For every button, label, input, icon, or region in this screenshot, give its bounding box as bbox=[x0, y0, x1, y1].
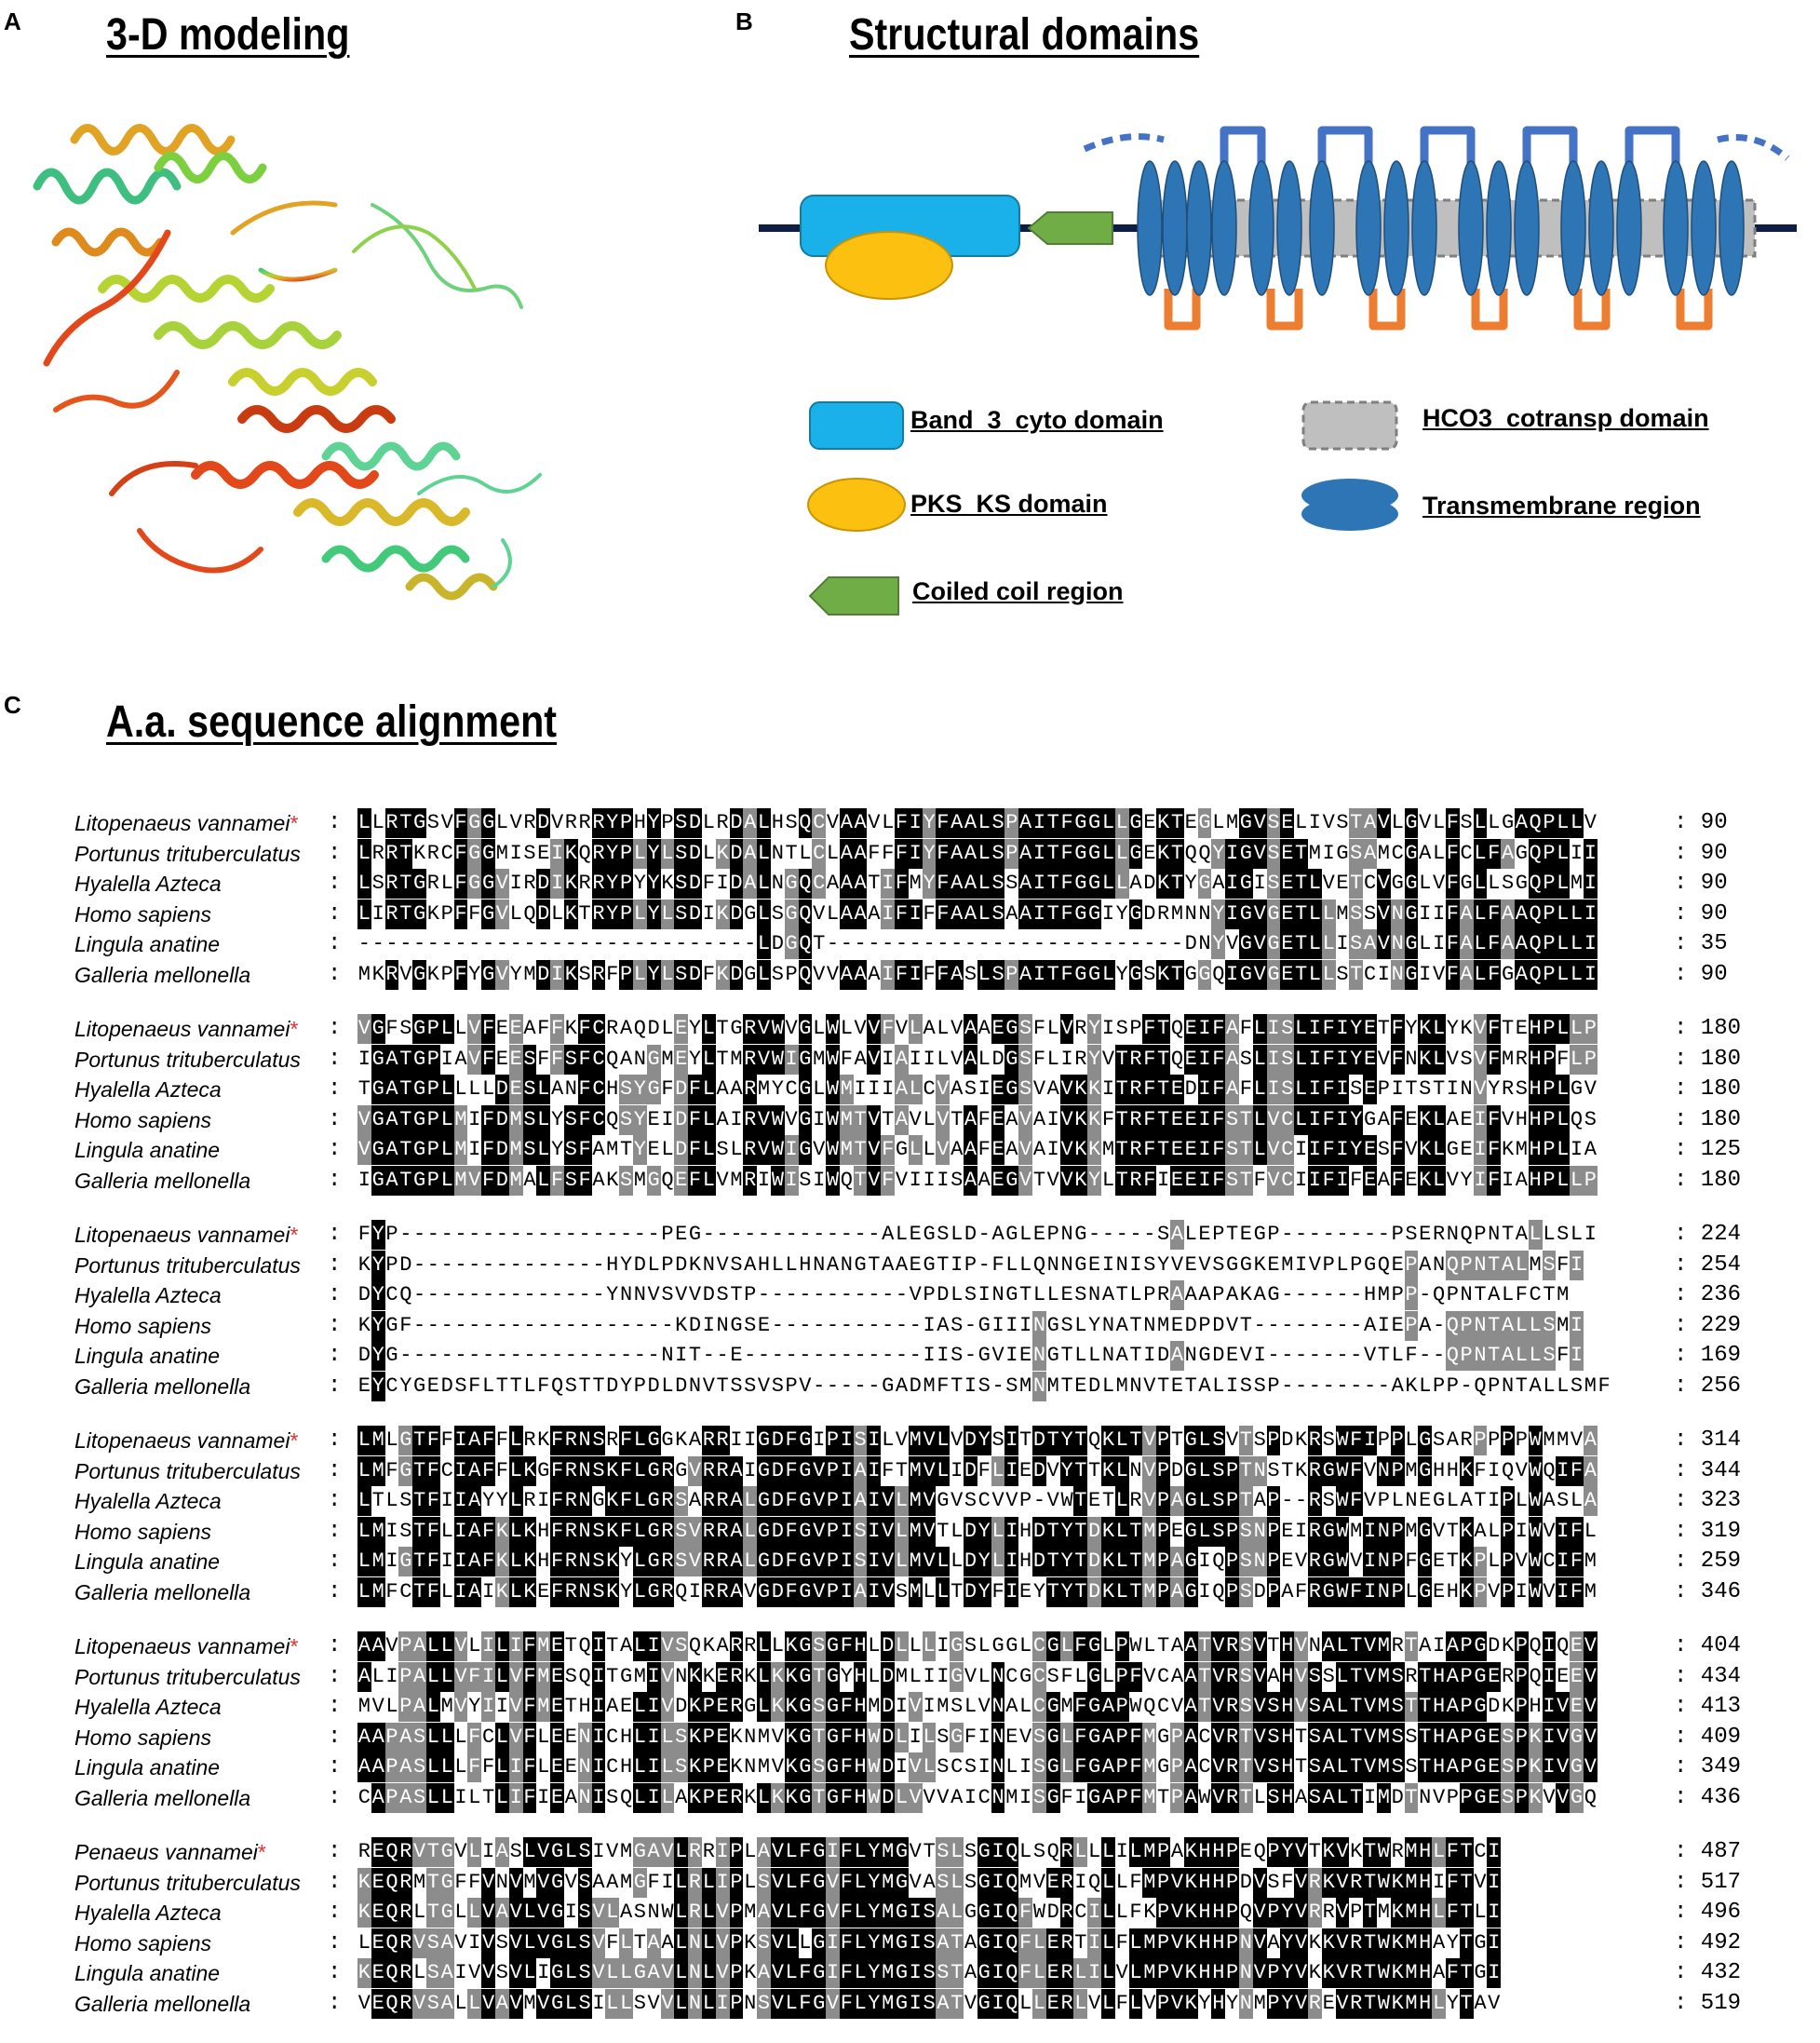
separator-colon: : bbox=[328, 1222, 342, 1247]
sequence-end-position: : 436 bbox=[1674, 1784, 1742, 1810]
sequence-end-position: : 487 bbox=[1674, 1839, 1742, 1864]
species-name bbox=[74, 839, 301, 869]
sequence-end-position: : 180 bbox=[1674, 1167, 1742, 1193]
aligned-sequence: V G A T G P L M I F D M S L Y S F A M T Y E L D F L S L R V W I G V W M T V F G L L V A A F E A V A I V K K M T R F T E E I F S T L V C I I F I Y E S F V K L G E I F K M H P L I A bbox=[357, 1135, 1598, 1165]
sequence-end-position: : 180 bbox=[1674, 1106, 1742, 1132]
sequence-end-position: : 314 bbox=[1674, 1427, 1742, 1453]
separator-colon: : bbox=[328, 900, 342, 927]
alignment-row bbox=[74, 869, 1806, 900]
alignment-row bbox=[74, 1426, 1806, 1456]
species-name bbox=[74, 1075, 222, 1104]
species-label: Lingula anatine bbox=[74, 1961, 221, 1985]
aligned-sequence: F Y P - - - - - - - - - - - - - - - - - - - P E G - - - - - - - - - - - - - A L E G S L D - A G L E P N G - - - - - S A L E P T E G P - - - - - - - - P S E R N Q P N T A L L S L I bbox=[357, 1220, 1598, 1250]
species-label: Homo sapiens bbox=[74, 1930, 212, 1955]
species-name bbox=[74, 1577, 250, 1607]
aligned-sequence: R E Q R V T G V L I A S L V G L S I V M G A V L R R I P L A V L F G I F L Y M G V T S L S G I Q L S Q R L L L I L M P A K H H P E Q P Y V T K V K T W R M H L F T C I bbox=[357, 1837, 1501, 1867]
sequence-end-position: : 256 bbox=[1674, 1373, 1742, 1399]
alignment-row bbox=[74, 1486, 1806, 1517]
panel-c-letter: C bbox=[4, 691, 21, 719]
legend-coiled-label: Coiled coil region bbox=[912, 577, 1124, 605]
separator-colon: : bbox=[328, 1457, 342, 1483]
alignment-row bbox=[74, 1045, 1806, 1076]
legend-band3-swatch bbox=[810, 402, 903, 449]
legend-tm-swatch-bottom bbox=[1301, 497, 1398, 531]
sequence-end-position: : 90 bbox=[1674, 840, 1728, 866]
sequence-end-position: : 35 bbox=[1674, 931, 1728, 956]
species-name bbox=[74, 1868, 301, 1898]
legend-hco3-label: HCO3_cotransp domain bbox=[1422, 404, 1709, 432]
query-marker-star: * bbox=[290, 1223, 299, 1247]
alignment-row bbox=[74, 1662, 1806, 1693]
species-name bbox=[74, 1105, 211, 1135]
species-label: Homo sapiens bbox=[74, 1725, 212, 1750]
aligned-sequence: L M F C T F L I A I K L K E F R N S K Y L G R Q I R R A V G D F G V P I A I V S M L L T D Y F I E Y T Y T D K L T M P A G I Q P S D P A F R G W F I N P L G E H K P V P I W V I F M bbox=[357, 1577, 1598, 1607]
species-name bbox=[74, 1486, 222, 1516]
alignment-row bbox=[74, 1166, 1806, 1197]
separator-colon: : bbox=[328, 1663, 342, 1689]
species-label: Lingula anatine bbox=[74, 1549, 221, 1574]
species-name bbox=[74, 869, 222, 899]
separator-colon: : bbox=[328, 1373, 342, 1399]
species-label: Litopenaeus vannamei bbox=[74, 1017, 290, 1041]
separator-colon: : bbox=[328, 1016, 342, 1041]
separator-colon: : bbox=[328, 1754, 342, 1779]
separator-colon: : bbox=[328, 1724, 342, 1750]
species-name bbox=[74, 1311, 211, 1341]
separator-colon: : bbox=[328, 1990, 342, 2016]
alignment-block bbox=[74, 1426, 1806, 1607]
aligned-sequence: V G A T G P L M I F D M S L Y S F C Q S Y E I D F L A I R V W V G I W M T V T A V L V T A F E A V A I V K K F T R F T E E I F S T L V C L I F I Y G A F E K L A E I F V H H P L Q S bbox=[357, 1105, 1598, 1135]
sequence-end-position: : 90 bbox=[1674, 900, 1728, 927]
species-label: Hyalella Azteca bbox=[74, 1283, 222, 1307]
species-label: Portunus trituberculatus bbox=[74, 1047, 301, 1072]
species-name bbox=[74, 1631, 298, 1661]
species-label: Portunus trituberculatus bbox=[74, 1252, 301, 1278]
species-label: Lingula anatine bbox=[74, 1344, 221, 1368]
alignment-block bbox=[74, 1014, 1806, 1196]
separator-colon: : bbox=[328, 1076, 342, 1102]
aligned-sequence: L E Q R V S A V I V S V L V G L S V F L T A A L N L V P K S V L L G I F L Y M G I S A T A G I Q F L E R T I L F L M P V K H H P N V A Y V K K V R T W K M H A Y T G I bbox=[357, 1928, 1501, 1958]
species-name bbox=[74, 1045, 301, 1075]
panel-b-title: Structural domains bbox=[849, 10, 1200, 60]
sequence-end-position: : 404 bbox=[1674, 1633, 1742, 1658]
species-label: Galleria mellonella bbox=[74, 1373, 251, 1399]
aligned-sequence: L M I S T F L I A F K L K H F R N S K F L G R S V R R A L G D F G V P I S I V L M V T L D Y L I H D T Y T D K L T M P E G L S P S N P E I R G W M I N P M G V T K A L P I W V I F L bbox=[357, 1517, 1598, 1547]
separator-colon: : bbox=[328, 1312, 342, 1338]
species-name bbox=[74, 1958, 220, 1988]
alignment-row bbox=[74, 1135, 1806, 1166]
aligned-sequence: I G A T G P I A V F E E S F F S F C Q A N G M E Y L T M R V W I G M W F A V I A I I L V A L D G S F L I R Y V T R F T Q E I F A S L I S L I F I Y E V F N K L V S V F M R H P F L P bbox=[357, 1045, 1598, 1075]
species-label: Hyalella Azteca bbox=[74, 1901, 222, 1925]
alignment-row bbox=[74, 1577, 1806, 1608]
sequence-end-position: : 224 bbox=[1674, 1222, 1742, 1247]
separator-colon: : bbox=[328, 1518, 342, 1544]
species-label: Portunus trituberculatus bbox=[74, 841, 301, 866]
sequence-end-position: : 90 bbox=[1674, 810, 1728, 835]
alignment-row bbox=[74, 1958, 1806, 1989]
species-label: Galleria mellonella bbox=[74, 962, 251, 987]
sequence-end-position: : 517 bbox=[1674, 1869, 1742, 1895]
aligned-sequence: K E Q R L T G L L V A V L V G I S V L A S N W L R L V P M A V L F G V F L Y M G I S A L G G I Q F W D R C I L L F K P V K H H P Q V P Y V R R V P T M K M H L F T L I bbox=[357, 1898, 1501, 1928]
alignment-row bbox=[74, 1723, 1806, 1753]
aligned-sequence: L M I G T F I I A F K L K H F R N S K Y L G R S V R R A L G D F G V P I S I V L M V L L D Y L I H D T Y T D K L T M P A G I Q P S N P E V R G W V I N P F G E T K P L P V W C I F M bbox=[357, 1547, 1598, 1576]
species-label: Lingula anatine bbox=[74, 932, 221, 956]
species-name bbox=[74, 960, 250, 990]
sequence-end-position: : 349 bbox=[1674, 1754, 1742, 1779]
species-name bbox=[74, 1928, 211, 1958]
separator-colon: : bbox=[328, 1106, 342, 1132]
sequence-end-position: : 90 bbox=[1674, 961, 1728, 987]
alignment-row bbox=[74, 1837, 1806, 1868]
species-name bbox=[74, 1014, 298, 1044]
alignment-row bbox=[74, 1868, 1806, 1899]
query-marker-star: * bbox=[290, 1634, 299, 1658]
alignment-row bbox=[74, 1372, 1806, 1402]
separator-colon: : bbox=[328, 840, 342, 866]
aligned-sequence: L T L S T F I I A Y Y L R I F R N G K F L G R S A R R A L G D F G V P I A I V L M V G V S C V V P - V W T E T L R V P A G L S P T A P - - R S W F V P L N E G L A T I P L W A S L A bbox=[357, 1486, 1598, 1516]
alignment-row bbox=[74, 1105, 1806, 1136]
alignment-row bbox=[74, 1517, 1806, 1548]
species-label: Homo sapiens bbox=[74, 1107, 212, 1132]
species-name bbox=[74, 1662, 301, 1692]
species-label: Litopenaeus vannamei bbox=[74, 811, 290, 835]
panel-a-letter: A bbox=[4, 7, 21, 35]
sequence-end-position: : 496 bbox=[1674, 1900, 1742, 1925]
separator-colon: : bbox=[328, 1549, 342, 1574]
panel-c-title: A.a. sequence alignment bbox=[106, 697, 558, 747]
alignment-block bbox=[74, 1837, 1806, 2019]
species-label: Litopenaeus vannamei bbox=[74, 1634, 290, 1658]
sequence-end-position: : 254 bbox=[1674, 1252, 1742, 1278]
species-label: Galleria mellonella bbox=[74, 1168, 251, 1193]
species-label: Litopenaeus vannamei bbox=[74, 1428, 290, 1453]
species-label: Hyalella Azteca bbox=[74, 1695, 222, 1719]
separator-colon: : bbox=[328, 1252, 342, 1278]
separator-colon: : bbox=[328, 1427, 342, 1453]
species-label: Galleria mellonella bbox=[74, 1991, 251, 2016]
aligned-sequence: L I R T G K P F F G V L Q D L K T R Y P L Y L S D I K D G L S G Q V L A A A I F I F F A A L S A A I T F G G I Y G D R M N N Y I G V G E T L L M S S V N G I I F A L F A A Q P L L I bbox=[357, 900, 1598, 929]
sequence-end-position: : 319 bbox=[1674, 1518, 1742, 1544]
aligned-sequence: A L I P A L L V F I L V F M E S Q I T G M I V N K K E R K L K K G T G Y H L D M L I I G V L N C G C S F L G L P F V C A A T V R S V A H V S S L T V M S R T H A P G E R P Q I E E V bbox=[357, 1662, 1598, 1692]
alignment-row bbox=[74, 1220, 1806, 1251]
aligned-sequence: K Y G F - - - - - - - - - - - - - - - - - - - K D I N G S E - - - - - - - - - - - I A S - G I I I N G S L Y N A T N M E D P D V T - - - - - - - - A I E P A - Q P N T A L L S M I bbox=[357, 1311, 1584, 1341]
separator-colon: : bbox=[328, 931, 342, 956]
alignment-block bbox=[74, 1631, 1806, 1813]
species-label: Lingula anatine bbox=[74, 1138, 221, 1162]
sequence-end-position: : 180 bbox=[1674, 1076, 1742, 1102]
species-name bbox=[74, 1783, 250, 1813]
species-name bbox=[74, 1251, 301, 1280]
separator-colon: : bbox=[328, 1488, 342, 1513]
legend-tm-label: Transmembrane region bbox=[1422, 492, 1701, 520]
protein-3d-model bbox=[19, 102, 596, 624]
alignment-row bbox=[74, 808, 1806, 839]
alignment-row bbox=[74, 1456, 1806, 1487]
aligned-sequence: L S R T G R L F G G V I R D I K R R Y P Y Y K S D F I D A L N G Q C A A A T I F M Y F A A L S S A I T F G G L L A D K T Y G A I G I S E T L V E T C V G G L V F G L L S G Q P L M I bbox=[357, 869, 1598, 899]
alignment-row bbox=[74, 839, 1806, 870]
species-name bbox=[74, 1547, 220, 1576]
legend-hco3-swatch bbox=[1303, 402, 1396, 449]
query-marker-star: * bbox=[290, 1428, 299, 1453]
aligned-sequence: M K R V G K P F Y G V Y M D I K S R F P L Y L S D F K D G L S P Q V V A A A I F I F F A S L S P A I T F G G L Y G S K T G G Q I G V G E T L L S T C I N G I V F A L F G A Q P L L I bbox=[357, 960, 1598, 990]
species-label: Hyalella Azteca bbox=[74, 1077, 222, 1102]
species-label: Portunus trituberculatus bbox=[74, 1870, 301, 1895]
panel-a-title: 3-D modeling bbox=[106, 10, 350, 60]
sequence-alignment bbox=[74, 808, 1806, 2043]
aligned-sequence: L R R T K R C F G G M I S E I K Q R Y P L Y L S D L K D A L N T L C L A A F F F I Y F A A L S P A I T F G G L L G E K T Q Q Y I G V S E T M I G S A M C G A L F C L F A G Q P L I I bbox=[357, 839, 1598, 869]
species-label: Hyalella Azteca bbox=[74, 872, 222, 896]
alignment-row bbox=[74, 1014, 1806, 1045]
aligned-sequence: A A P A S L L L F C L V F L E E N I C H L I L S K P E K N M V K G T G F H W D L I L S G F I N E V S G L F G A P F M G P A C V R T V S H T S A L T V M S S T H A P G E S P K I V G V bbox=[357, 1723, 1598, 1752]
species-name bbox=[74, 1166, 250, 1196]
species-label: Homo sapiens bbox=[74, 901, 212, 927]
query-marker-star: * bbox=[290, 1017, 299, 1041]
separator-colon: : bbox=[328, 1167, 342, 1193]
separator-colon: : bbox=[328, 1929, 342, 1955]
query-marker-star: * bbox=[257, 1840, 266, 1864]
species-name bbox=[74, 1456, 301, 1486]
coiled-coil-shape bbox=[1029, 212, 1112, 244]
species-name bbox=[74, 1372, 250, 1401]
species-name bbox=[74, 1989, 250, 2019]
species-label: Lingula anatine bbox=[74, 1755, 221, 1779]
species-name bbox=[74, 1723, 211, 1752]
alignment-row bbox=[74, 929, 1806, 960]
separator-colon: : bbox=[328, 810, 342, 835]
species-label: Hyalella Azteca bbox=[74, 1489, 222, 1513]
aligned-sequence: C A P A S L L I L T L I F I E A N I S Q L I L A K P E R K L K K G T G F H W D L V V V A I C N M I S G F I G A P F M T P A W V R T L S H A S A L T I M D T N V P P G E S P K V V G Q bbox=[357, 1783, 1598, 1813]
sequence-end-position: : 434 bbox=[1674, 1663, 1742, 1689]
separator-colon: : bbox=[328, 1578, 342, 1604]
alignment-row bbox=[74, 1311, 1806, 1342]
aligned-sequence: T G A T G P L L L L D E S L A N F C H S Y G F D F L A A R M Y C G L W M I I I A L C V A S I E G S V A V K K I T R F T E D I F A F L I S L I F I S E P I T S T I N V Y R S H P L G V bbox=[357, 1075, 1598, 1104]
species-name bbox=[74, 929, 220, 959]
aligned-sequence: M V L P A L M V Y I I V F M E T H I A E L I V D K P E R G L K K G S G F H M D I V I M S L V N A L C G M F G A P W Q C V A T V R S V S H V S A L T V M S T T H A P G D K P H I V E V bbox=[357, 1692, 1598, 1722]
aligned-sequence: E Y C Y G E D S F L T T L F Q S T T D Y P D L D N V T S S V S P V - - - - - G A D M F T I S - S M N M T E D L M N V T E T A L I S S P - - - - - - - - A K L P P - Q P N T A L L S M F bbox=[357, 1372, 1611, 1401]
aligned-sequence: K E Q R L S A I V V S V L I G L S V L L G A V L N L V P K A V L F G I F L Y M G I S S T A G I Q F L E R L I L V L M P V K H H P N V P Y V K K V R T W K M H A F T G I bbox=[357, 1958, 1501, 1988]
aligned-sequence: A A P A S L L L F F L I F L E E N I C H L I L S K P E K N M V K G S G F H W D I V L S C S I N L I S G L F G A P F M G P A C V R T V S H T S A L T V M S S T H A P G E S P K I V G V bbox=[357, 1752, 1598, 1782]
legend-band3-label: Band_3_cyto domain bbox=[910, 406, 1164, 434]
species-name bbox=[74, 900, 211, 929]
alignment-row bbox=[74, 1989, 1806, 2020]
alignment-row bbox=[74, 1075, 1806, 1105]
alignment-row bbox=[74, 1898, 1806, 1928]
alignment-block bbox=[74, 808, 1806, 990]
n-terminal-dotted-loop bbox=[1085, 137, 1164, 149]
domain-structure-diagram bbox=[754, 112, 1806, 354]
aligned-sequence: D Y G - - - - - - - - - - - - - - - - - - - N I T - - E - - - - - - - - - - - - - I I S - G V I E N G T L L N A T I D A N G D E V I - - - - - - - V T L F - - Q P N T A L L S F I bbox=[357, 1341, 1584, 1371]
c-terminal-dotted-loop bbox=[1718, 138, 1787, 159]
separator-colon: : bbox=[328, 961, 342, 987]
species-name bbox=[74, 808, 298, 838]
species-label: Homo sapiens bbox=[74, 1313, 212, 1338]
separator-colon: : bbox=[328, 1960, 342, 1985]
species-label: Penaeus vannamei bbox=[74, 1840, 258, 1864]
alignment-row bbox=[74, 1783, 1806, 1814]
aligned-sequence: K E Q R M T G F F V N V M V G V S A A M G F I L R L I P L S V L F G V F L Y M G V A S L S G I Q M V E R I Q L L F M P V K H H P D V S F V R K V R T W K M H I F T V I bbox=[357, 1868, 1501, 1898]
sequence-end-position: : 432 bbox=[1674, 1960, 1742, 1985]
sequence-end-position: : 413 bbox=[1674, 1694, 1742, 1719]
alignment-block bbox=[74, 1220, 1806, 1401]
legend-pks-swatch bbox=[808, 479, 905, 531]
aligned-sequence: V G F S G P L L V F E E A F F K F C R A Q D L E Y L T G R V W V G L W L V V F V L A L V A A E G S F L V R Y I S P F T Q E I F A F L I S L I F I Y E T F Y K L Y K V F T E H P L L P bbox=[357, 1014, 1598, 1044]
species-name bbox=[74, 1220, 298, 1250]
species-label: Litopenaeus vannamei bbox=[74, 1223, 290, 1247]
aligned-sequence: I G A T G P L M V F D M A L F S F A K S M G Q E F L V M R I W I S I W Q T V F V I I I S A A E G V T V V K Y L T R F I E E I F S T F V C I I F I F E A F E K L V Y I F I A H P L L P bbox=[357, 1166, 1598, 1196]
alignment-row bbox=[74, 1341, 1806, 1372]
sequence-end-position: : 236 bbox=[1674, 1282, 1742, 1307]
aligned-sequence: A A V P A L L V L I L I F M E T Q I T A L I V S Q K A R R L L K G S G F H L D L L L I G S L G G L C G L F G L P W L T A A T V R S V T H V N A L T V M R T A I A P G D K P Q I Q E V bbox=[357, 1631, 1598, 1661]
separator-colon: : bbox=[328, 1046, 342, 1072]
sequence-end-position: : 519 bbox=[1674, 1990, 1742, 2016]
alignment-row bbox=[74, 1280, 1806, 1311]
aligned-sequence: - - - - - - - - - - - - - - - - - - - - - - - - - - - - - L D G Q T - - - - - - - - - - - - - - - - - - - - - - - - - - D N Y V G V G E T L L I S A V N G L I F A L F A A Q P L L I bbox=[357, 929, 1598, 959]
pks-domain-shape bbox=[826, 232, 952, 299]
sequence-end-position: : 180 bbox=[1674, 1046, 1742, 1072]
aligned-sequence: K Y P D - - - - - - - - - - - - - - H Y D L P D K N V S A H L L H N A N G T A A E G T I P - F L L Q N N G E I N I S Y V E V S G G K E M I V P L P G Q E P A N Q P N T A L M S F I bbox=[357, 1251, 1584, 1280]
separator-colon: : bbox=[328, 871, 342, 896]
alignment-row bbox=[74, 1631, 1806, 1662]
sequence-end-position: : 492 bbox=[1674, 1929, 1742, 1955]
species-label: Homo sapiens bbox=[74, 1519, 212, 1544]
aligned-sequence: V E Q R V S A L L V A V M V G L S I L L S V V L N L I P N S V L F G V F L Y M G I S A T V G I Q L L E R L V L F L V P V K Y H Y N M P Y V R E V R T W K M H L Y T A V bbox=[357, 1989, 1501, 2019]
separator-colon: : bbox=[328, 1784, 342, 1810]
aligned-sequence: D Y C Q - - - - - - - - - - - - - - Y N N V S V V D S T P - - - - - - - - - - - V P D L S I N G T L L E S N A T L P R A A A P A K A G - - - - - - H M P P - Q P N T A L F C T M bbox=[357, 1280, 1570, 1310]
species-label: Portunus trituberculatus bbox=[74, 1664, 301, 1689]
separator-colon: : bbox=[328, 1282, 342, 1307]
species-name bbox=[74, 1898, 222, 1928]
alignment-row bbox=[74, 1251, 1806, 1281]
separator-colon: : bbox=[328, 1633, 342, 1658]
sequence-end-position: : 344 bbox=[1674, 1457, 1742, 1483]
alignment-row bbox=[74, 1692, 1806, 1723]
separator-colon: : bbox=[328, 1694, 342, 1719]
sequence-end-position: : 229 bbox=[1674, 1312, 1742, 1338]
species-name bbox=[74, 1692, 222, 1722]
separator-colon: : bbox=[328, 1869, 342, 1895]
species-name bbox=[74, 1341, 220, 1371]
sequence-end-position: : 346 bbox=[1674, 1578, 1742, 1604]
separator-colon: : bbox=[328, 1137, 342, 1162]
aligned-sequence: L M F G T F C I A F F L K G F R N S K F L G R G V R R A I G D F G V P I A I F T M V L I D F L I E D V Y T T K L N V P D G L S P T N S T K R G W F V N P M G H H K F I Q V W Q I F A bbox=[357, 1456, 1598, 1486]
panel-b-letter: B bbox=[735, 7, 753, 35]
separator-colon: : bbox=[328, 1343, 342, 1368]
species-name bbox=[74, 1426, 298, 1455]
legend-pks-label: PKS_KS domain bbox=[910, 490, 1108, 518]
sequence-end-position: : 180 bbox=[1674, 1016, 1742, 1041]
species-label: Galleria mellonella bbox=[74, 1785, 251, 1810]
sequence-end-position: : 409 bbox=[1674, 1724, 1742, 1750]
alignment-row bbox=[74, 1752, 1806, 1783]
aligned-sequence: L L R T G S V F G G L V R D V R R R Y P H Y P S D L R D A L H S Q C V A A V L F I Y F A A L S P A I T F G G L L G E K T E G L M G V S E L I V S T A V L G V L F S L L G A Q P L L V bbox=[357, 808, 1598, 838]
alignment-row bbox=[74, 1928, 1806, 1959]
aligned-sequence: L M L G T F F I A F F L R K F R N S R F L G G K A R R I I G D F G I P I S I L V M V L V D Y S I T D T Y T Q K L T V P T G L S V T S P D K R S W F I P P L G S A R P P P P W M M V A bbox=[357, 1426, 1598, 1455]
query-marker-star: * bbox=[290, 811, 299, 835]
sequence-end-position: : 259 bbox=[1674, 1549, 1742, 1574]
sequence-end-position: : 169 bbox=[1674, 1343, 1742, 1368]
species-name bbox=[74, 1837, 266, 1867]
species-name bbox=[74, 1135, 220, 1165]
sequence-end-position: : 90 bbox=[1674, 871, 1728, 896]
sequence-end-position: : 323 bbox=[1674, 1488, 1742, 1513]
sequence-end-position: : 125 bbox=[1674, 1137, 1742, 1162]
species-label: Portunus trituberculatus bbox=[74, 1458, 301, 1483]
species-label: Galleria mellonella bbox=[74, 1579, 251, 1604]
alignment-row bbox=[74, 1547, 1806, 1577]
species-name bbox=[74, 1517, 211, 1547]
alignment-row bbox=[74, 960, 1806, 991]
species-name bbox=[74, 1752, 220, 1782]
species-name bbox=[74, 1280, 222, 1310]
separator-colon: : bbox=[328, 1839, 342, 1864]
alignment-row bbox=[74, 900, 1806, 930]
legend-coiled-swatch bbox=[810, 577, 898, 615]
separator-colon: : bbox=[328, 1900, 342, 1925]
